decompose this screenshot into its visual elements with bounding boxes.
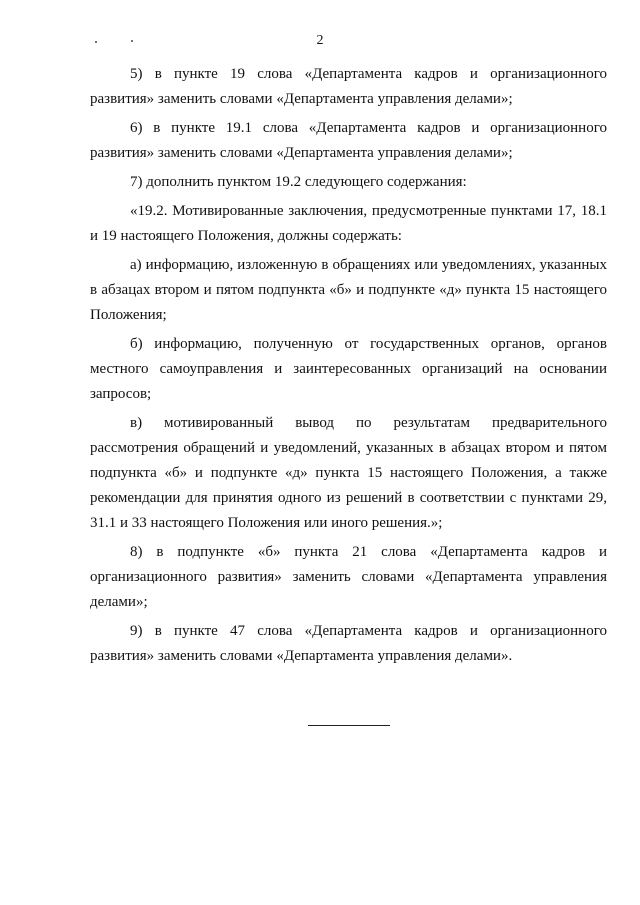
paragraph-item-9: 9) в пункте 47 слова «Департамента кадров и организационного развития» заменить словами «Департамента управления делами». [90, 623, 607, 664]
paragraph-subitem-v: в) мотивированный вывод по результатам предварительного рассмотрения обращений и уведомлений, указанных в абзацах втором и пятом подпункта «б» и подпункте «д» пункта 15 настоящего Положения, а также рекомендации для принятия одного из решений в соответствии с пунктами 29, 31.1 и 33 настоящего Положения или иного решения.»; [90, 415, 607, 531]
closing-rule [308, 725, 390, 726]
document-body [90, 62, 607, 673]
paragraph-clause-19-2: «19.2. Мотивированные заключения, предусмотренные пунктами 17, 18.1 и 19 настоящего Положения, должны содержать: [90, 203, 607, 244]
paragraph-item-6: 6) в пункте 19.1 слова «Департамента кадров и организационного развития» заменить словами «Департамента управления делами»; [90, 120, 607, 161]
paragraph-item-5: 5) в пункте 19 слова «Департамента кадров и организационного развития» заменить словами «Департамента управления делами»; [90, 66, 607, 107]
page-number: 2 [316, 33, 324, 48]
paragraph-subitem-a: а) информацию, изложенную в обращениях или уведомлениях, указанных в абзацах втором и пятом подпункта «б» и подпункте «д» пункта 15 настоящего Положения; [90, 257, 607, 323]
paragraph-subitem-b: б) информацию, полученную от государственных органов, органов местного самоуправления и заинтересованных организаций на основании запросов; [90, 336, 607, 402]
paragraph-item-7: 7) дополнить пунктом 19.2 следующего содержания: [130, 174, 467, 190]
paragraph-item-8: 8) в подпункте «б» пункта 21 слова «Департамента кадров и организационного развития» заменить словами «Департамента управления делами»; [90, 544, 607, 610]
